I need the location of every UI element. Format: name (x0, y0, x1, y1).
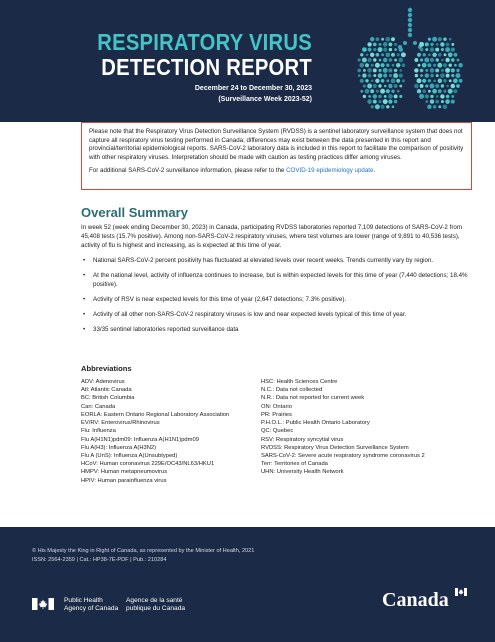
abbreviation-item: HMPV: Human metapneumovirus (81, 469, 168, 476)
lungs-dots-icon (350, 4, 470, 116)
lung-dot (430, 58, 434, 62)
lung-dot (397, 53, 400, 56)
summary-intro: In week 52 (week ending December 30, 2023) in Canada, participating RVDSS laboratories reported 7,109 detections of SARS-CoV-2 from 45,408 tests (15.7% positive). Among non-SARS-CoV-2 respiratory viruses, where test volumes are lower (range of 9,891 to 40,536 tests), activity of flu is highest and increasing, as is expected at this time of year. (81, 224, 462, 249)
lung-dot (408, 23, 412, 27)
lung-dot (440, 42, 444, 46)
lung-dot (386, 64, 389, 67)
lung-dot (443, 38, 446, 41)
lung-dot (425, 42, 429, 46)
lung-dot (427, 105, 431, 109)
lung-dot (435, 84, 439, 88)
lung-dot (420, 69, 424, 73)
lung-dot (424, 58, 429, 63)
lung-dot (451, 95, 454, 98)
lung-dot (438, 105, 441, 108)
lung-dot (422, 79, 426, 83)
lung-dot (383, 58, 387, 62)
summary-bullet: • At the national level, activity of influenza continues to increase, but is within expected levels for this time of year (7,440 detections; 18.4% positive). (81, 272, 474, 290)
lung-dot (379, 43, 382, 46)
lung-dot (378, 84, 381, 87)
lung-dot (433, 64, 436, 67)
lung-dot (446, 85, 449, 88)
lung-dot (443, 104, 448, 109)
abbreviation-item: SARS-CoV-2: Severe acute respiratory syndrome coronavirus 2 (261, 452, 425, 459)
abbreviations-right-column (261, 378, 476, 477)
lung-dot (430, 47, 435, 52)
lung-dot (437, 63, 442, 68)
notice-paragraph: Please note that the Respiratory Virus Detection Surveillance System (RVDSS) is a sentinel laboratory surveillance system that does not capture all respiratory virus testing performed in Canada; differences may exist between the data presented in this report and provincial/territorial epidemiological reports. SARS-CoV-2 laboratory data is included in this report to facilitate the comparison of positivity with other respiratory viruses. Interpretation should be made with caution as testing practices differ among viruses. (89, 128, 464, 161)
lung-dot (430, 43, 433, 46)
lung-dot (408, 18, 412, 22)
lung-dot (451, 58, 455, 62)
abbreviation-item: HSC: Health Sciences Centre (261, 379, 338, 385)
lung-dot (381, 53, 384, 56)
lung-dot (438, 37, 442, 41)
abbreviation-item: PR: Prairies (261, 411, 292, 418)
summary-bullet: • National SARS-CoV-2 percent positivity has fluctuated at elevated levels over recent weeks. Trends currently vary by region. (81, 257, 474, 266)
lung-dot (408, 28, 412, 32)
lung-dot (381, 38, 384, 41)
lung-dot (394, 48, 397, 51)
lung-dot (367, 84, 372, 89)
summary-bullet: • Activity of all other non-SARS-CoV-2 respiratory viruses is low and near expected levels typical of this time of year. (81, 311, 474, 320)
lung-dot (384, 85, 387, 88)
abbreviation-item: Flu A(H1N1)pdm09: Influenza A(H1N1)pdm09 (81, 436, 199, 443)
lung-dot (389, 48, 392, 51)
lung-dot (368, 74, 372, 78)
publication-ids: ISSN: 2564-2359 | Cat.: HP38-7E-PDF | Pub.: 210284 (32, 556, 167, 563)
lung-dot (425, 84, 428, 87)
lung-dot (430, 95, 433, 98)
lung-dot (391, 90, 394, 93)
copyright-text: © His Majesty the King in Right of Canada, as represented by the Minister of Health, 2021 (32, 548, 255, 554)
lung-dot (399, 74, 403, 78)
abbreviation-item: RVDSS: Respiratory Virus Detection Surveillance System (261, 444, 409, 451)
lung-dot (402, 79, 405, 82)
lung-dot (451, 84, 455, 88)
lung-dot (453, 78, 458, 83)
lung-dot (393, 73, 398, 78)
lung-dot (401, 52, 406, 57)
lung-dot (373, 48, 376, 51)
lung-dot (386, 89, 390, 93)
covid-epidemiology-update-link[interactable]: COVID-19 epidemiology update (286, 167, 374, 175)
wordmark-flag-icon (455, 588, 467, 596)
lung-dot (427, 63, 431, 67)
lung-dot (375, 104, 380, 109)
abbreviation-item: UHN: University Health Network (261, 469, 344, 476)
lung-dot (428, 79, 431, 82)
summary-bullet-list (81, 257, 474, 335)
lung-dot (399, 95, 402, 98)
lung-dot (445, 99, 450, 104)
lung-dot (443, 63, 447, 67)
lung-dot (443, 90, 446, 93)
lung-dot (446, 43, 450, 47)
lung-dot (381, 79, 385, 83)
canada-flag-icon (32, 598, 54, 610)
lung-dot (371, 80, 374, 83)
lung-dot (454, 64, 457, 67)
lung-dot (362, 73, 366, 77)
abbreviation-item: QC: Quebec (261, 428, 294, 435)
lung-dot (408, 33, 412, 37)
lung-dot (367, 99, 372, 104)
abbreviation-item: RSV: Respiratory syncytial virus (261, 436, 344, 443)
lung-dot (389, 74, 392, 77)
lung-dot (422, 63, 427, 68)
lung-dot (371, 64, 374, 67)
lung-dot (418, 64, 421, 67)
lung-dot (433, 80, 436, 83)
abbreviation-item: N.C.: Data not collected (261, 387, 323, 394)
lung-dot (381, 105, 385, 109)
lung-dot (373, 94, 377, 98)
lung-dot (363, 84, 366, 87)
lung-dot (425, 69, 428, 72)
lung-dot (383, 68, 388, 73)
overall-summary-heading: Overall Summary (81, 205, 188, 220)
lung-dot (430, 68, 435, 73)
lung-dot (432, 89, 437, 94)
abbreviation-item: HCoV: Human coronavirus 229E/OC43/NL63/HKU1 (81, 461, 215, 468)
lung-dot (414, 68, 418, 72)
lung-dot (438, 89, 442, 93)
lung-dot (402, 63, 406, 67)
lung-dot (438, 53, 442, 57)
lung-dot (365, 89, 370, 94)
lung-dot (376, 90, 379, 93)
lung-dot (394, 94, 398, 98)
overall-summary-body (81, 224, 474, 341)
lung-dot (432, 53, 436, 57)
lung-dot (403, 41, 407, 45)
lung-dot (383, 99, 388, 104)
lung-dot (414, 84, 419, 89)
agency-name-french: Agence de la santé publique du Canada (126, 597, 186, 613)
lung-dot (378, 73, 383, 78)
lung-dot (420, 58, 423, 61)
lung-dot (358, 74, 361, 77)
lung-dot (378, 100, 381, 103)
lung-dot (449, 38, 452, 41)
lung-dot (391, 78, 396, 83)
lung-dot (378, 47, 383, 52)
lung-dot (373, 58, 376, 61)
lung-dot (368, 48, 372, 52)
lung-dot (443, 79, 447, 83)
lung-dot (417, 78, 422, 83)
lung-dot (378, 69, 381, 72)
lung-dot (453, 53, 457, 57)
disclaimer-notice (81, 122, 472, 190)
lung-dot (446, 74, 450, 78)
lung-dot (417, 89, 421, 93)
lung-dot (445, 58, 449, 62)
lung-dot (399, 47, 403, 51)
lung-dot (440, 94, 444, 98)
lung-dot (383, 74, 387, 78)
lung-dot (386, 79, 389, 82)
lung-dot (378, 95, 382, 99)
lung-dot (428, 38, 431, 41)
lung-dot (456, 73, 461, 78)
lung-dot (428, 54, 431, 57)
lung-dot (358, 58, 361, 61)
lung-dot (394, 69, 397, 72)
lung-dot (425, 94, 429, 98)
lung-dot (370, 89, 374, 93)
lung-dot (394, 84, 398, 88)
lung-dot (449, 79, 452, 82)
lung-dot (388, 94, 393, 99)
lung-dot (366, 54, 369, 57)
lung-dot (428, 90, 431, 93)
lung-dot (386, 105, 389, 108)
lung-dot (360, 53, 363, 56)
lung-dot (396, 79, 400, 83)
lung-dot (388, 100, 392, 104)
lung-dot (456, 84, 460, 88)
lung-dot (441, 69, 444, 72)
lung-dot (451, 43, 454, 46)
lung-dot (375, 63, 380, 68)
lung-dot (423, 53, 426, 56)
lung-dot (436, 74, 439, 77)
lung-dot (419, 94, 424, 99)
lung-dot (441, 48, 444, 51)
lung-dot (396, 63, 400, 67)
lung-dot (440, 73, 445, 78)
lung-dot (449, 64, 452, 67)
lung-dot (436, 58, 439, 61)
canada-wordmark: Canada (382, 589, 449, 611)
lung-dot (388, 68, 392, 72)
abbreviations-left-column (81, 378, 261, 485)
lung-dot (384, 95, 387, 98)
lung-dot (445, 47, 450, 52)
lung-dot (380, 89, 385, 94)
lung-dot (392, 106, 395, 109)
lung-dot (394, 43, 397, 46)
lung-dot (373, 74, 376, 77)
lung-dot (441, 100, 444, 103)
lung-dot (433, 105, 437, 109)
lung-dot (420, 48, 424, 52)
lung-dot (456, 69, 459, 72)
lung-dot (441, 59, 444, 62)
lung-dot (362, 47, 367, 52)
lung-dot (388, 42, 392, 46)
lung-dot (413, 41, 417, 45)
lung-dot (453, 89, 457, 93)
report-footer (0, 527, 495, 642)
lung-dot (459, 79, 463, 83)
lung-dot (362, 58, 367, 63)
lung-dot (441, 84, 444, 87)
lung-dot (391, 37, 395, 41)
abbreviation-item: N.R.: Data not reported for current week (261, 395, 365, 402)
lung-dot (376, 53, 380, 57)
surveillance-week: (Surveillance Week 2023-52) (218, 96, 312, 103)
lung-dot (426, 100, 429, 103)
lung-dot (458, 63, 462, 67)
lung-dot (391, 53, 395, 57)
lung-dot (389, 58, 393, 62)
abbreviation-item: Flu A (UnS): Influenza A(Unsubtyped) (81, 452, 178, 459)
lung-dot (375, 79, 379, 83)
lung-dot (371, 105, 374, 108)
abbreviation-item: HPIV: Human parainfluenza virus (81, 477, 167, 484)
lung-dot (435, 68, 439, 72)
lung-dot (430, 99, 434, 103)
lung-dot (359, 63, 364, 68)
lung-dot (397, 90, 400, 93)
lung-dot (363, 69, 366, 72)
notice-link-paragraph: For additional SARS-CoV-2 surveillance information, please refer to the COVID-19 epidemiology update. (89, 167, 376, 175)
lung-dot (430, 74, 434, 78)
lung-dot (417, 53, 421, 57)
lung-dot (379, 59, 382, 62)
abbreviation-item: Flu A(H3): Influenza A(H3N2) (81, 444, 157, 451)
lung-dot (373, 84, 377, 88)
lung-dot (420, 84, 424, 88)
summary-bullet: • 33/35 sentinel laboratories reported surveillance data (81, 326, 474, 335)
lung-dot (420, 74, 423, 77)
lung-dot (422, 89, 426, 93)
abbreviation-item: ADV: Adenovirus (81, 379, 125, 385)
lung-dot (376, 37, 380, 41)
lung-dot (457, 59, 460, 62)
lung-dot (446, 95, 450, 99)
abbreviation-item: Atl: Atlantic Canada (81, 387, 132, 394)
lung-dot (385, 52, 390, 57)
lung-dot (448, 89, 453, 94)
lung-dot (394, 100, 397, 103)
lung-dot (451, 100, 455, 104)
lung-dot (445, 68, 450, 73)
abbreviation-item: EV/RV: Enterovirus/Rhinovirus (81, 420, 160, 427)
lung-dot (444, 53, 447, 56)
abbreviation-item: ON: Ontario (261, 403, 292, 410)
lung-dot (414, 58, 418, 62)
lung-dot (451, 68, 455, 72)
lung-dot (415, 74, 418, 77)
lung-dot (370, 53, 374, 57)
lung-dot (373, 68, 377, 72)
lung-dot (383, 42, 388, 47)
lung-dot (365, 79, 368, 82)
lung-dot (451, 74, 454, 77)
abbreviations-heading: Abbreviations (81, 364, 132, 373)
lung-dot (432, 37, 437, 42)
lung-dot (425, 73, 429, 77)
abbreviation-item: BC: British Columbia (81, 395, 135, 402)
copyright-block (32, 547, 254, 565)
lung-dot (370, 37, 374, 41)
lung-dot (425, 48, 428, 51)
lung-dot (368, 58, 372, 62)
report-header (0, 0, 495, 122)
lung-dot (360, 79, 364, 83)
lung-dot (360, 90, 363, 93)
lung-dot (448, 52, 453, 57)
report-title-line2: DETECTION REPORT (101, 54, 313, 80)
lung-dot (419, 42, 424, 47)
agency-name-english: Public Health Agency of Canada (64, 597, 119, 613)
lung-dot (383, 48, 387, 52)
lung-dot (436, 43, 439, 46)
lung-dot (430, 84, 435, 89)
lung-dot (451, 48, 455, 52)
abbreviation-item: P.H.O.L.: Public Health Ontario Laboratory (261, 420, 370, 427)
lung-dot (368, 95, 371, 98)
lung-dot (435, 48, 439, 52)
lung-dot (367, 68, 372, 73)
abbreviation-item: EORLA: Eastern Ontario Regional Laboratory Association (81, 411, 230, 418)
lung-dot (394, 59, 397, 62)
abbreviation-item: Terr: Territories of Canada (261, 461, 328, 468)
lung-dot (357, 69, 361, 73)
lung-dot (399, 85, 402, 88)
lung-dot (438, 79, 442, 83)
lung-dot (363, 95, 366, 98)
lung-dot (408, 8, 412, 12)
lung-dot (398, 58, 403, 63)
lung-dot (435, 100, 439, 104)
lung-dot (392, 64, 395, 67)
lung-dot (367, 42, 371, 46)
report-title-line1: RESPIRATORY VIRUS (97, 29, 313, 55)
report-date-range: December 24 to December 30, 2023 (194, 85, 312, 92)
lung-dot (400, 69, 403, 72)
lung-dot (381, 63, 385, 67)
lung-dot (365, 63, 369, 67)
lung-dot (388, 84, 392, 88)
lung-dot (385, 37, 390, 42)
lung-dot (373, 43, 377, 47)
lung-dot (436, 95, 439, 98)
lung-dot (373, 100, 377, 104)
abbreviation-item: Can: Canada (81, 403, 116, 410)
summary-bullet: • Activity of RSV is near expected levels for this time of year (2,647 detections; 7.3% positive). (81, 296, 474, 305)
lung-dot (408, 13, 412, 17)
abbreviation-item: Flu: Influenza (81, 428, 116, 435)
